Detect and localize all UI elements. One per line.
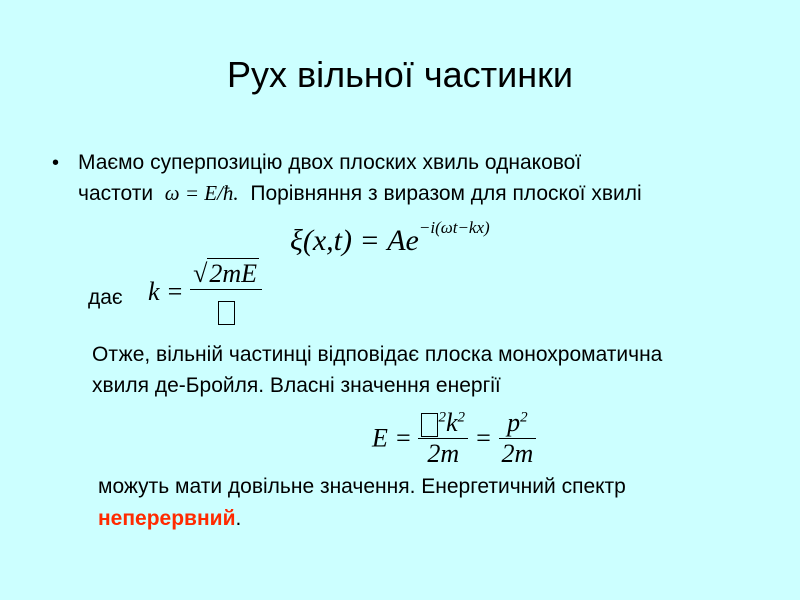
bullet-point: • <box>52 152 60 174</box>
paragraph-2-line-2: хвиля де-Бройля. Власні значення енергії <box>92 374 501 397</box>
energy-equals: = <box>474 423 493 453</box>
energy-fraction-1-numerator <box>418 408 468 438</box>
omega-formula: ω = E/ħ. <box>164 181 239 205</box>
energy-fraction-2-denominator: 2m <box>499 438 537 469</box>
k-symbol: k <box>445 408 458 437</box>
p-exponent: 2 <box>520 409 528 426</box>
k-exponent: 2 <box>457 409 465 426</box>
wave-number-fraction <box>190 258 262 326</box>
line2-prefix: частоти <box>78 182 154 205</box>
paragraph-1-line-1: Маємо суперпозицію двох плоских хвиль однакової <box>78 151 582 174</box>
hbar-placeholder-box <box>218 301 235 325</box>
p-symbol: p <box>507 408 521 437</box>
energy-lhs: E = <box>372 423 412 453</box>
energy-fraction-1 <box>418 408 468 469</box>
hbar-placeholder-box-2 <box>421 413 438 437</box>
paragraph-2-line-1: Отже, вільній частинці відповідає плоска монохроматична <box>92 343 663 366</box>
sqrt-radicand: 2mE <box>209 259 258 288</box>
paragraph-1-line-2 <box>78 180 642 207</box>
energy-fraction-1-denominator: 2m <box>418 438 468 469</box>
wave-number-lhs: k = <box>148 277 184 306</box>
plane-wave-exponent: −i(ωt−kx) <box>418 218 490 237</box>
continuous-highlight: неперервний <box>98 507 236 530</box>
wave-number-formula <box>148 258 262 326</box>
final-period: . <box>235 507 242 530</box>
gives-label: дає <box>88 286 123 309</box>
energy-fraction-2 <box>499 408 537 469</box>
plane-wave-lhs: ξ(x,t) = Ae <box>290 224 419 257</box>
line2-suffix: Порівняння з виразом для плоскої хвилі <box>250 182 642 205</box>
paragraph-3-line-1: можуть мати довільне значення. Енергетичний спектр <box>98 475 626 498</box>
slide-title: Рух вільної частинки <box>227 54 573 95</box>
energy-formula <box>372 408 536 469</box>
paragraph-3-line-2 <box>98 505 241 532</box>
wave-number-numerator <box>190 258 262 289</box>
wave-number-denominator <box>190 289 262 326</box>
sqrt-sign: √2mE <box>193 259 258 288</box>
energy-fraction-2-numerator <box>499 408 537 438</box>
plane-wave-formula <box>290 214 490 261</box>
box-exponent: 2 <box>438 409 446 426</box>
